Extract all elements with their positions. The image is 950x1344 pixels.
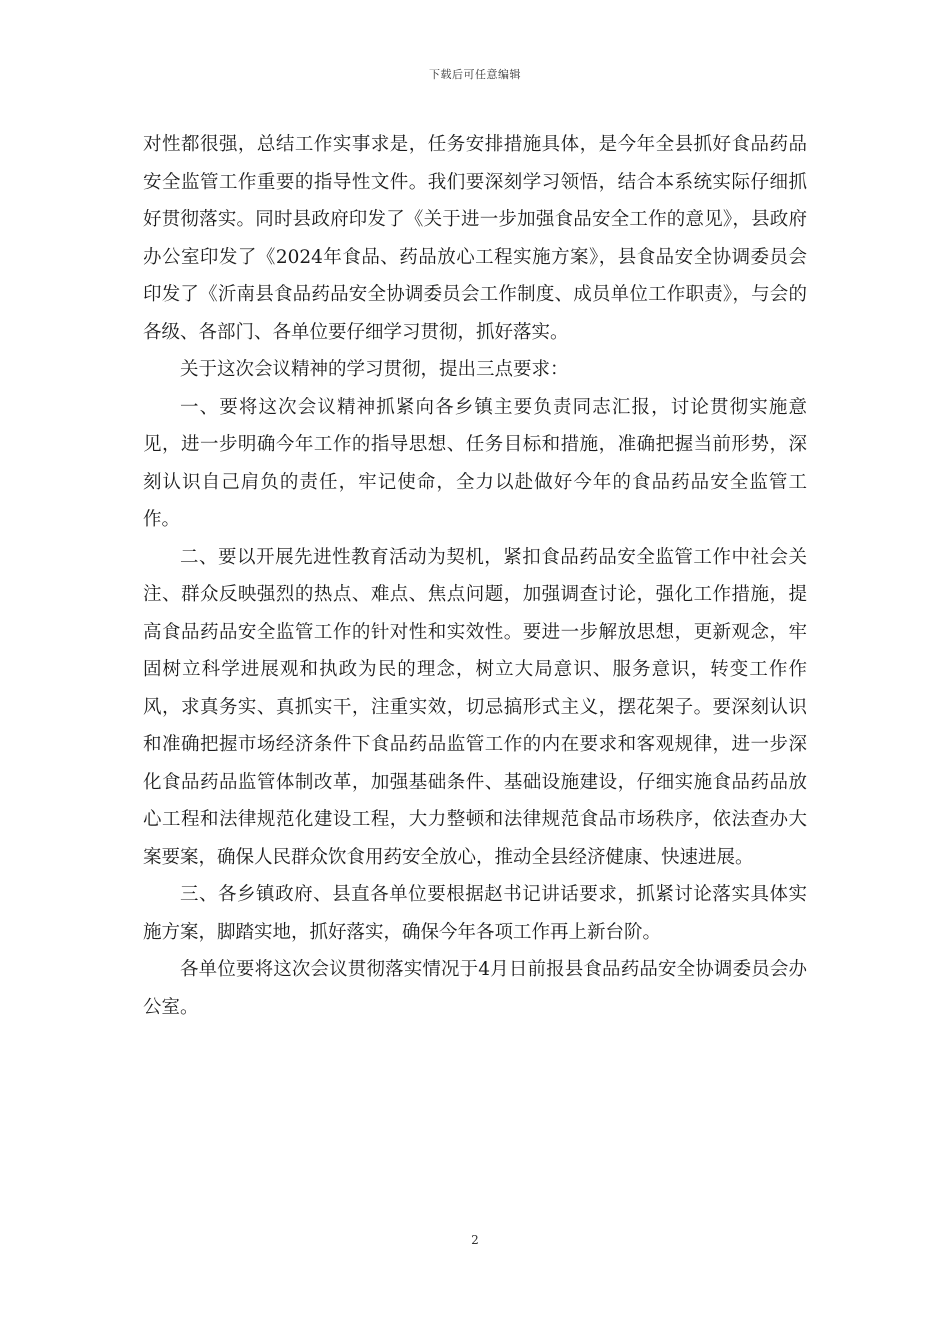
page-number: 2: [471, 1233, 479, 1247]
paragraph-closing: 各单位要将这次会议贯彻落实情况于4月日前报县食品药品安全协调委员会办公室。: [143, 959, 807, 1018]
paragraph-requirement-three: 三、各乡镇政府、县直各单位要根据赵书记讲话要求，抓紧讨论落实具体实施方案，脚踏实地，抓好落实，确保今年各项工作再上新台阶。: [143, 884, 807, 943]
paragraph-requirement-one: 一、要将这次会议精神抓紧向各乡镇主要负责同志汇报，讨论贯彻实施意见，进一步明确今年工作的指导思想、任务目标和措施，准确把握当前形势，深刻认识自己肩负的责任，牢记使命，全力以赴做好今年的食品药品安全监管工作。: [143, 396, 807, 530]
paragraph-requirements-intro: 关于这次会议精神的学习贯彻，提出三点要求：: [180, 359, 569, 380]
paragraph-requirement-two: 二、要以开展先进性教育活动为契机，紧扣食品药品安全监管工作中社会关注、群众反映强烈的热点、难点、焦点问题，加强调查讨论，强化工作措施，提高食品药品安全监管工作的针对性和实效性。要进一步解放思想，更新观念，牢固树立科学进展观和执政为民的理念，树立大局意识、服务意识，转变工作作风，求真务实、真抓实干，注重实效，切忌搞形式主义，摆花架子。要深刻认识和准确把握市场经济条件下食品药品监管工作的内在要求和客观规律，进一步深化食品药品监管体制改革，加强基础条件、基础设施建设，仔细实施食品药品放心工程和法律规范化建设工程，大力整顿和法律规范食品市场秩序，依法查办大案要案，确保人民群众饮食用药安全放心，推动全县经济健康、快速进展。: [143, 546, 807, 868]
paragraph-continuation: 对性都很强，总结工作实事求是，任务安排措施具体，是今年全县抓好食品药品安全监管工作重要的指导性文件。我们要深刻学习领悟，结合本系统实际仔细抓好贯彻落实。同时县政府印发了《关于进一步加强食品安全工作的意见》，县政府办公室印发了《2024年食品、药品放心工程实施方案》，县食品安全协调委员会印发了《沂南县食品药品安全协调委员会工作制度、成员单位工作职责》，与会的各级、各部门、各单位要仔细学习贯彻，抓好落实。: [143, 134, 807, 343]
document-body: [143, 126, 807, 1026]
page-header-note: 下载后可任意编辑: [429, 68, 521, 81]
